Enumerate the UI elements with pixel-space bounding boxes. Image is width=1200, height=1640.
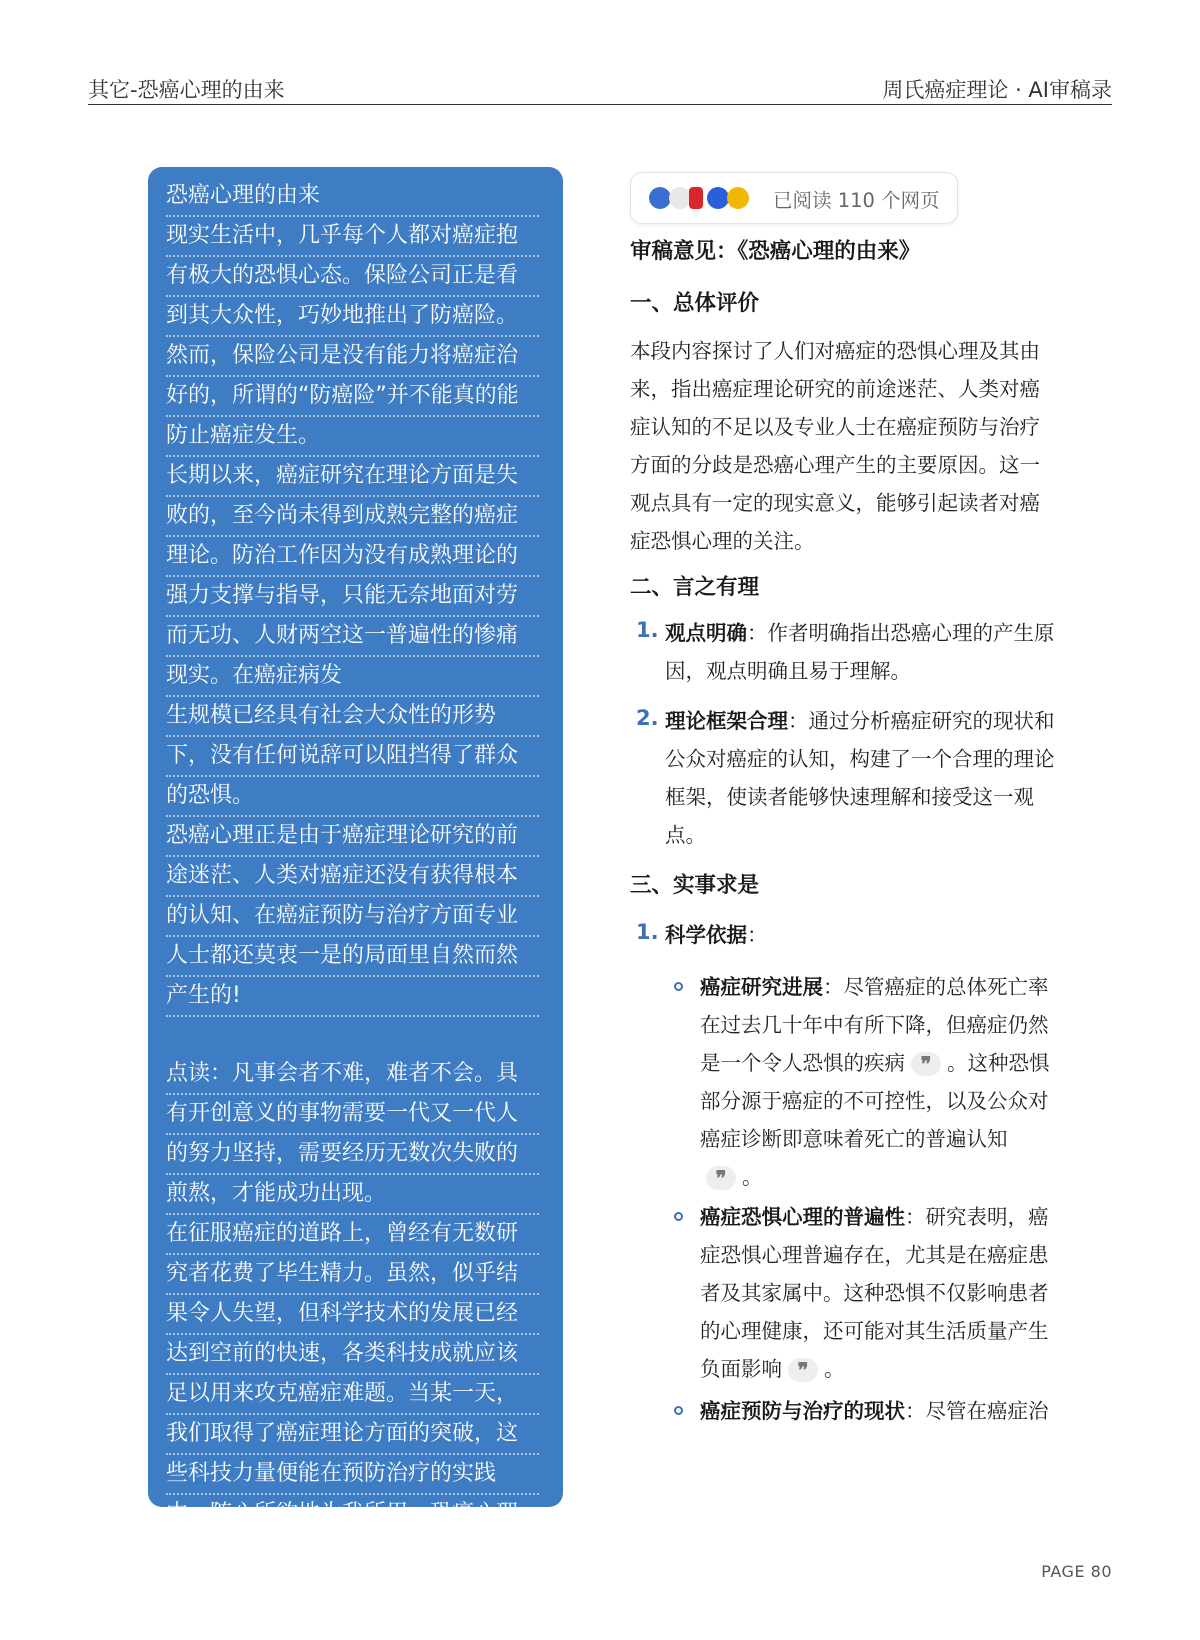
paragraph-line: 观点具有一定的现实意义，能够引起读者对癌 — [630, 491, 1040, 515]
list-item-clear-viewpoint — [665, 614, 1105, 690]
review-title: 审稿意见：《恐癌心理的由来》 — [630, 239, 921, 264]
bubble-text-line: 防止癌症发生。 — [166, 417, 539, 457]
citation-quote-icon[interactable]: ❞ — [911, 1052, 941, 1076]
paragraph-line: 症认知的不足以及专业人士在癌症预防与治疗 — [630, 415, 1040, 439]
bubble-text-line: 到其大众性，巧妙地推出了防癌险。 — [166, 297, 539, 337]
bubble-text-line: 的恐惧。 — [166, 777, 539, 817]
item-text: 负面影响 — [700, 1357, 782, 1381]
bubble-text-line: 有开创意义的事物需要一代又一代人 — [166, 1095, 539, 1135]
item-text: ： — [747, 923, 768, 947]
site-logo-icon — [727, 187, 749, 209]
bubble-text-line: 下，没有任何说辞可以阻挡得了群众 — [166, 737, 539, 777]
item-text: ：尽管在癌症治 — [905, 1399, 1049, 1423]
item-text: 点。 — [665, 823, 706, 847]
site-logo-icon — [689, 187, 703, 209]
bubble-text-line: 点读：凡事会者不难，难者不会。具 — [166, 1055, 539, 1095]
bubble-text-line: 的认知、在癌症预防与治疗方面专业 — [166, 897, 539, 937]
item-bold-label: 癌症预防与治疗的现状 — [700, 1399, 905, 1423]
bubble-text-line: 现实生活中，几乎每个人都对癌症抱 — [166, 217, 539, 257]
bullet-circle-icon — [674, 982, 683, 991]
sources-read-label: 已阅读 110 个网页 — [773, 189, 940, 212]
bubble-text-line: 长期以来，癌症研究在理论方面是失 — [166, 457, 539, 497]
site-logo-icon — [669, 187, 691, 209]
bullet-circle-icon — [674, 1406, 683, 1415]
item-text: 者及其家属中。这种恐惧不仅影响患者 — [700, 1281, 1049, 1305]
item-text: ：通过分析癌症研究的现状和 — [788, 709, 1055, 733]
bubble-text-line: 达到空前的快速，各类科技成就应该 — [166, 1335, 539, 1375]
paragraph-line: 本段内容探讨了人们对癌症的恐惧心理及其由 — [630, 339, 1040, 363]
bullet-cancer-research-progress — [700, 968, 1110, 1196]
bubble-text-line: 生规模已经具有社会大众性的形势 — [166, 697, 539, 737]
bubble-text-line: 恐癌心理的由来 — [166, 177, 539, 217]
item-text: 框架，使读者能够快速理解和接受这一观 — [665, 785, 1034, 809]
section-heading-overall: 一、总体评价 — [630, 291, 760, 316]
item-bold-label: 理论框架合理 — [665, 709, 788, 733]
bubble-text-line: 究者花费了毕生精力。虽然，似乎结 — [166, 1255, 539, 1295]
bubble-text-line: 途迷茫、人类对癌症还没有获得根本 — [166, 857, 539, 897]
item-text: 是一个令人恐惧的疾病 — [700, 1051, 905, 1075]
overall-evaluation-paragraph — [630, 332, 1100, 560]
user-message-bubble — [148, 167, 563, 1566]
item-text: 因，观点明确且易于理解。 — [665, 659, 911, 683]
bubble-text-line: 些科技力量便能在预防治疗的实践 — [166, 1455, 539, 1495]
site-logo-icon — [649, 187, 671, 209]
list-item-scientific-basis — [665, 916, 1105, 954]
citation-quote-icon[interactable]: ❞ — [706, 1166, 736, 1190]
sources-read-chip[interactable] — [630, 172, 958, 224]
bullet-circle-icon — [674, 1212, 683, 1221]
paragraph-line: 来，指出癌症理论研究的前途迷茫、人类对癌 — [630, 377, 1040, 401]
item-text: ：尽管癌症的总体死亡率 — [823, 975, 1049, 999]
item-text: 癌症诊断即意味着死亡的普遍认知 — [700, 1127, 1008, 1151]
bubble-text-line: 而无功、人财两空这一普遍性的惨痛 — [166, 617, 539, 657]
source-site-icons — [649, 187, 759, 211]
item-bold-label: 观点明确 — [665, 621, 747, 645]
paw-logo-icon — [707, 187, 729, 209]
item-text: 症恐惧心理普遍存在，尤其是在癌症患 — [700, 1243, 1049, 1267]
bubble-text-line: 恐癌心理正是由于癌症理论研究的前 — [166, 817, 539, 857]
bubble-text-line: 的努力坚持，需要经历无数次失败的 — [166, 1135, 539, 1175]
item-bold-label: 癌症恐惧心理的普遍性 — [700, 1205, 905, 1229]
item-text: 。这种恐惧 — [947, 1051, 1050, 1075]
bullet-prevention-treatment-status — [700, 1392, 1110, 1430]
bubble-text-line: 然而，保险公司是没有能力将癌症治 — [166, 337, 539, 377]
header-left-title: 其它-恐癌心理的由来 — [88, 78, 285, 102]
item-text: 。 — [742, 1165, 763, 1189]
bubble-text-line: 足以用来攻克癌症难题。当某一天， — [166, 1375, 539, 1415]
blank-line — [166, 1017, 539, 1055]
bubble-text-line: 在征服癌症的道路上，曾经有无数研 — [166, 1215, 539, 1255]
bubble-text-line: 败的，至今尚未得到成熟完整的癌症 — [166, 497, 539, 537]
item-bold-label: 科学依据 — [665, 923, 747, 947]
bubble-text-line: 有极大的恐惧心态。保险公司正是看 — [166, 257, 539, 297]
item-text: 。 — [824, 1357, 845, 1381]
bubble-text-line: 好的，所谓的“防癌险”并不能真的能 — [166, 377, 539, 417]
page-number: PAGE 80 — [1041, 1562, 1112, 1581]
section-heading-facts: 三、实事求是 — [630, 873, 760, 898]
page-header — [88, 70, 1112, 105]
citation-quote-icon[interactable]: ❞ — [788, 1358, 818, 1382]
item-text: 在过去几十年中有所下降，但癌症仍然 — [700, 1013, 1049, 1037]
bubble-text-line: 煎熬，才能成功出现。 — [166, 1175, 539, 1215]
bubble-text-line: 现实。在癌症病发 — [166, 657, 539, 697]
paragraph-line: 方面的分歧是恐癌心理产生的主要原因。这一 — [630, 453, 1040, 477]
item-text: ：研究表明，癌 — [905, 1205, 1049, 1229]
item-text: 部分源于癌症的不可控性，以及公众对 — [700, 1089, 1049, 1113]
list-number: 2. — [636, 706, 659, 730]
list-number: 1. — [636, 618, 659, 642]
bubble-text-line: 理论。防治工作因为没有成熟理论的 — [166, 537, 539, 577]
bubble-text-line: 中，随心所欲地为我所用。恐癌心理 — [166, 1495, 539, 1535]
header-right-title: 周氏癌症理论 · AI审稿录 — [882, 78, 1112, 102]
list-item-framework — [665, 702, 1105, 854]
item-text: ：作者明确指出恐癌心理的产生原 — [747, 621, 1055, 645]
bubble-text-line: 强力支撑与指导，只能无奈地面对劳 — [166, 577, 539, 617]
paragraph-line: 症恐惧心理的关注。 — [630, 529, 815, 553]
item-text: 公众对癌症的认知，构建了一个合理的理论 — [665, 747, 1055, 771]
section-heading-reasonable: 二、言之有理 — [630, 575, 760, 600]
bubble-text-line: 果令人失望，但科学技术的发展已经 — [166, 1295, 539, 1335]
list-number: 1. — [636, 920, 659, 944]
bullet-fear-prevalence — [700, 1198, 1110, 1388]
bubble-text-line: 人士都还莫衷一是的局面里自然而然 — [166, 937, 539, 977]
bubble-text-line: 产生的! — [166, 977, 539, 1017]
item-text: 的心理健康，还可能对其生活质量产生 — [700, 1319, 1049, 1343]
item-bold-label: 癌症研究进展 — [700, 975, 823, 999]
bubble-text-line: 我们取得了癌症理论方面的突破，这 — [166, 1415, 539, 1455]
bubble-text-line: 将不复存在。 — [166, 1535, 539, 1575]
